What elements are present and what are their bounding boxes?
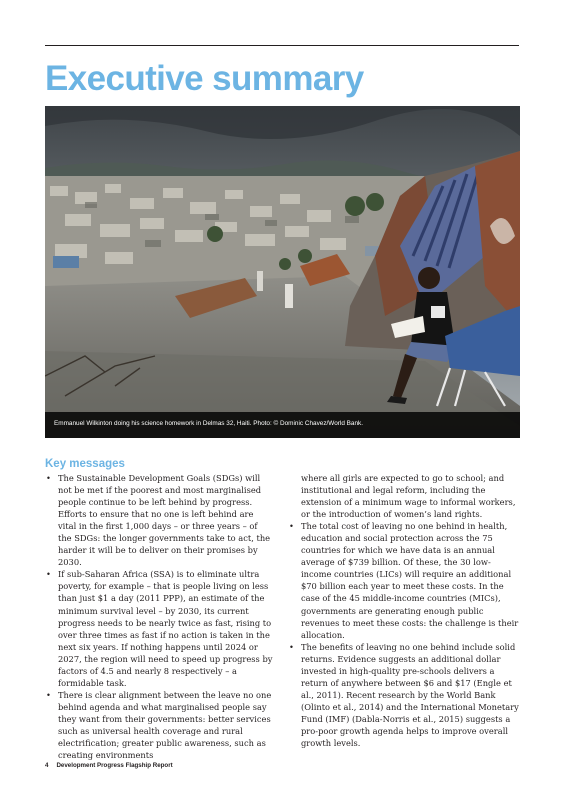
key-message-5 — [288, 641, 520, 749]
top-rule — [45, 45, 519, 46]
photo-illustration — [45, 106, 520, 438]
key-message-3-continued: where all girls are expected to go to school; and institutional and legal reform, including the extension of a minimum wage to informal workers, or the introduction of women’s land rights. — [301, 473, 516, 520]
key-message-1-text: The Sustainable Development Goals (SDGs) will not be met if the poorest and most marginalised people continue to be left behind by progress. Efforts to ensure that no one is left behind are vital in the first 1,000 days – or three years – of the SDGs: the longer governments take to act, the harder it will be to deliver on their promises by 2030. — [58, 473, 271, 568]
report-title: Development Progress Flagship Report — [56, 762, 173, 769]
bullet-glyph: • — [46, 689, 51, 700]
photo-caption: Emmanuel Wilkinton doing his science homework in Delmas 32, Haiti. Photo: © Dominic Chavez/World Bank. — [54, 420, 363, 427]
page-number: 4 — [45, 762, 49, 769]
key-message-5-text: The benefits of leaving no one behind include solid returns. Evidence suggests an additional dollar invested in high-quality pre-schools delivers a return of anywhere between $6 and $17 (Engle et al., 2011). Recent research by the World Bank (Olinto et al., 2014) and the International Monetary Fund (IMF) (Dabla-Norris et al., 2015) suggests a pro-poor growth agenda helps to improve overall growth levels. — [301, 641, 519, 749]
page-title: Executive summary — [45, 59, 364, 98]
section-heading: Key messages — [45, 458, 125, 470]
bullet-glyph: • — [289, 641, 294, 652]
right-text-column — [288, 472, 520, 749]
key-message-2-text: If sub-Saharan Africa (SSA) is to eliminate ultra poverty, for example – that is people living on less than just $1 a day (2011 PPP), an estimate of the minimum survival level – by 2030, its current progress needs to be nearly twice as fast, rising to over three times as fast if no action is taken in the next six years. If nothing happens until 2024 or 2027, the region will need to speed up progress by factors of 4.5 and nearly 8 respectively – a formidable task. — [58, 569, 273, 688]
key-message-3 — [45, 689, 273, 761]
key-message-1 — [45, 472, 273, 568]
page-footer — [45, 762, 173, 769]
cover-photo — [45, 106, 520, 438]
bullet-glyph: • — [289, 521, 294, 532]
key-message-2 — [45, 568, 273, 688]
key-message-4 — [288, 520, 520, 640]
bullet-glyph: • — [46, 473, 51, 483]
key-message-4-text: The total cost of leaving no one behind in health, education and social protection across the 75 countries for which we have data is an annual average of $739 billion. Of these, the 30 low-income countries (LICs) will require an additional $70 billion each year to meet these costs. In the case of the 45 middle-income countries (MICs), governments are generating enough public revenues to meet these costs: the challenge is their allocation. — [301, 521, 519, 640]
left-text-column — [45, 472, 273, 761]
key-message-3-text: There is clear alignment between the leave no one behind agenda and what marginalised people say they want from their governments: better services such as universal health coverage and rural electrification; greater public awareness, such as creating environments — [58, 689, 272, 761]
photo-caption-bar — [45, 412, 520, 438]
bullet-glyph: • — [46, 569, 51, 580]
